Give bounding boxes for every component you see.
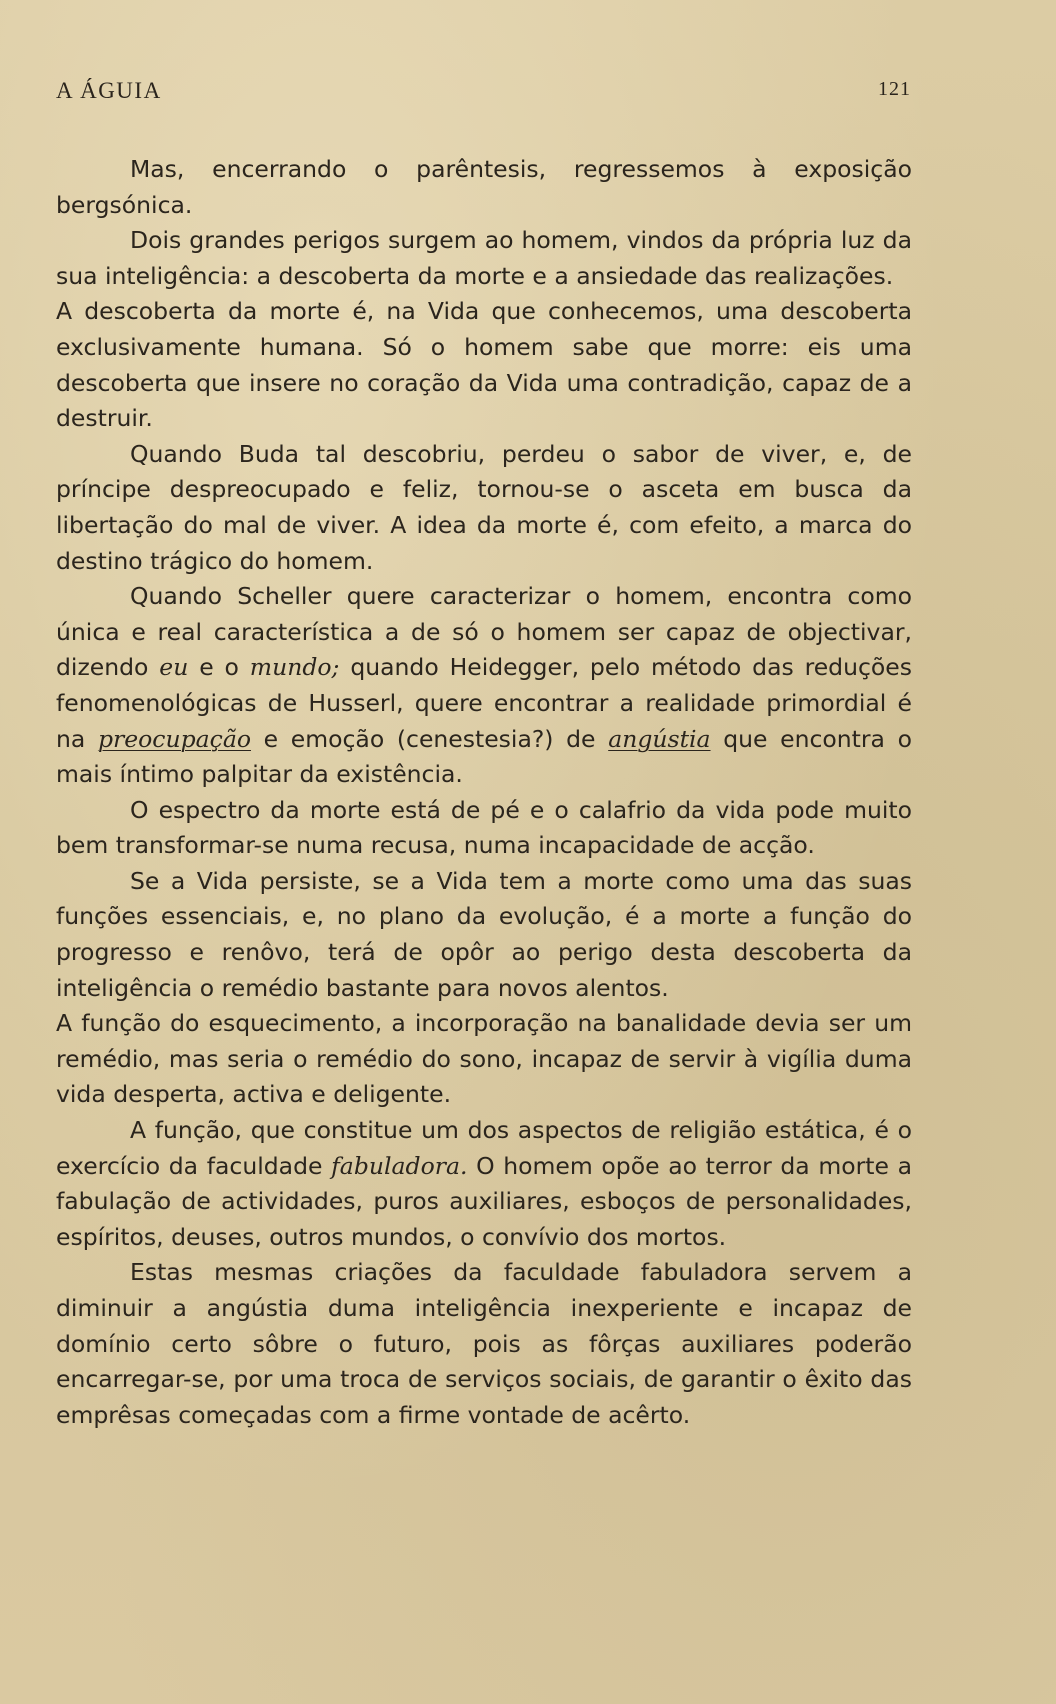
emphasis-mundo: mundo; [249, 653, 340, 682]
emphasis-preocupacao: preocupação [97, 724, 251, 753]
emphasis-angustia: angústia [608, 724, 711, 753]
paragraph-two-dangers: Dois grandes perigos surgem ao homem, vindos da própria luz da sua inteligência: a descoberta da morte e a ansiedade das realizações. [56, 226, 912, 290]
emphasis-fabuladora: fabuladora. [331, 1151, 468, 1180]
paragraph-life-persists: Se a Vida persiste, se a Vida tem a morte como uma das suas funções essenciais, e, no plano da evolução, é a morte a função do progresso e renôvo, terá de opôr ao perigo desta descoberta da inteligência o remédio bastante para novos alentos. [56, 866, 912, 1002]
paragraph-spectre-of-death: O espectro da morte está de pé e o calafrio da vida pode muito bem transformar-se numa recusa, numa incapacidade de acção. [56, 795, 912, 860]
paragraph-fabulating-creations: Estas mesmas criações da faculdade fabuladora servem a diminuir a angústia duma inteligência inexperiente e incapaz de domínio certo sôbre o futuro, pois as fôrças auxiliares poderão encarregar-se, por uma troca de serviços sociais, de garantir o êxito das emprêsas começadas com a firme vontade de acêrto. [56, 1258, 912, 1429]
paragraph-scheller-heidegger [56, 579, 912, 793]
text-run: A função, que constitue um dos aspectos de religião estática, é o exercício da faculdade [56, 1116, 912, 1180]
paragraph-discovery-of-death: A descoberta da morte é, na Vida que conhecemos, uma descoberta exclusivamente humana. Só o homem sabe que morre: eis uma descoberta que insere no coração da Vida uma contradição, capaz de a destruir. [56, 297, 912, 433]
text-run: O homem opõe ao terror da morte a fabulação de actividades, puros auxiliares, esboços de personalidades, espíritos, deuses, outros mundos, o convívio dos mortos. [56, 1151, 913, 1251]
text-run: que encontra o mais íntimo palpitar da existência. [56, 724, 912, 789]
text-run: e o [188, 653, 250, 682]
text-run: Quando Scheller quere caracterizar o homem, encontra como única e real característica a de só o homem ser capaz de objectivar, dizendo [56, 582, 912, 682]
emphasis-eu: eu [159, 653, 189, 682]
text-run: e emoção (cenestesia?) de [250, 724, 609, 753]
text-run: quando Heidegger, pelo método das reduções fenomenológicas de Husserl, quere encontrar a realidade primordial é na [56, 653, 912, 753]
paragraph-fabulation [56, 1113, 912, 1255]
paragraph-forgetting: A função do esquecimento, a incorporação na banalidade devia ser um remédio, mas seria o remédio do sono, incapaz de servir à vigília duma vida desperta, activa e deligente. [56, 1009, 912, 1109]
page-number: 121 [878, 78, 911, 100]
paragraph-bergson-return: Mas, encerrando o parêntesis, regressemos à exposição bergsónica. [56, 155, 912, 219]
paragraph-buddha: Quando Buda tal descobriu, perdeu o sabor de viver, e, de príncipe despreocupado e feliz, tornou-se o asceta em busca da libertação do mal de viver. A idea da morte é, com efeito, a marca do destino trágico do homem. [56, 439, 912, 575]
running-title: A ÁGUIA [56, 78, 162, 103]
running-head [56, 78, 911, 108]
body-text [56, 152, 912, 1433]
